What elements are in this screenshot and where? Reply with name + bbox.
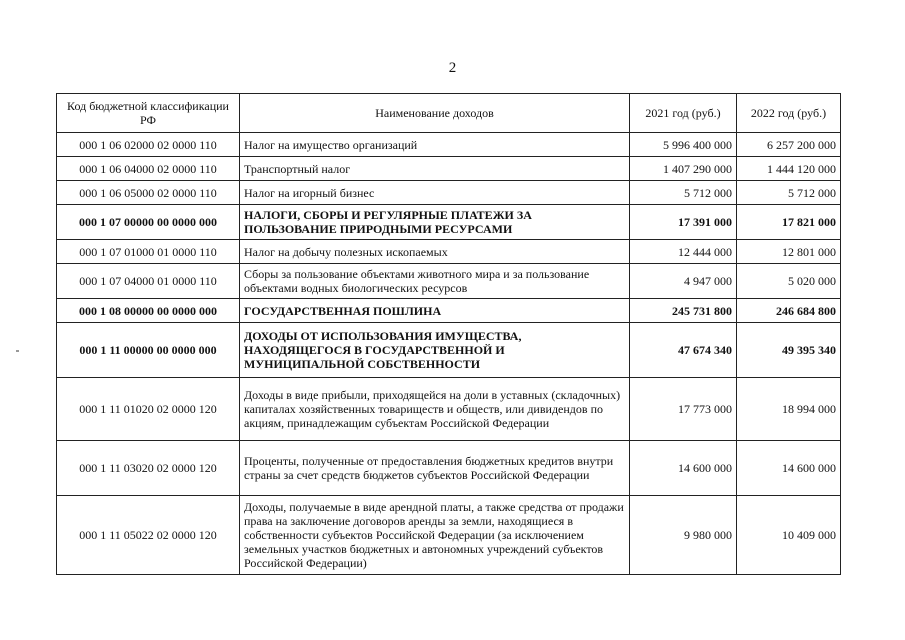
revenue-name-cell: Проценты, полученные от предоставления бюджетных кредитов внутри страны за счет средств бюджетов субъектов Российской Федерации [240, 441, 630, 496]
header-year-2022: 2022 год (руб.) [737, 94, 841, 133]
amount-2022-cell: 6 257 200 000 [737, 133, 841, 157]
revenue-name-cell: Доходы, получаемые в виде арендной платы, а также средства от продажи права на заключение договоров аренды за земли, находящиеся в собственности субъектов Российской Федерации (за исключением земельных участков бюджетных и автономных учреждений субъектов Российской Федерации) [240, 496, 630, 575]
budget-code-cell: 000 1 06 04000 02 0000 110 [57, 157, 240, 181]
amount-2022-cell: 18 994 000 [737, 378, 841, 441]
amount-2022-cell: 246 684 800 [737, 299, 841, 323]
page-number: 2 [448, 60, 457, 76]
amount-2021-cell: 4 947 000 [630, 264, 737, 299]
table-header-row [57, 94, 841, 133]
table-row [57, 441, 841, 496]
revenue-name-cell: Сборы за пользование объектами животного мира и за пользование объектами водных биологических ресурсов [240, 264, 630, 299]
budget-code-cell: 000 1 11 03020 02 0000 120 [57, 441, 240, 496]
revenue-name-cell: Доходы в виде прибыли, приходящейся на доли в уставных (складочных) капиталах хозяйственных товариществ и обществ, или дивидендов по акциям, принадлежащим субъектам Российской Федерации [240, 378, 630, 441]
revenue-name-cell: ДОХОДЫ ОТ ИСПОЛЬЗОВАНИЯ ИМУЩЕСТВА, НАХОДЯЩЕГОСЯ В ГОСУДАРСТВЕННОЙ И МУНИЦИПАЛЬНОЙ СОБСТВЕННОСТИ [240, 323, 630, 378]
amount-2021-cell: 17 773 000 [630, 378, 737, 441]
revenue-name-cell: Налог на имущество организаций [240, 133, 630, 157]
budget-code-cell: 000 1 11 05022 02 0000 120 [57, 496, 240, 575]
table-row [57, 299, 841, 323]
amount-2021-cell: 245 731 800 [630, 299, 737, 323]
amount-2021-cell: 17 391 000 [630, 205, 737, 240]
table-row [57, 323, 841, 378]
table-row [57, 157, 841, 181]
budget-code-cell: 000 1 07 00000 00 0000 000 [57, 205, 240, 240]
amount-2022-cell: 1 444 120 000 [737, 157, 841, 181]
table-row [57, 496, 841, 575]
amount-2022-cell: 14 600 000 [737, 441, 841, 496]
revenue-name-cell: НАЛОГИ, СБОРЫ И РЕГУЛЯРНЫЕ ПЛАТЕЖИ ЗА ПОЛЬЗОВАНИЕ ПРИРОДНЫМИ РЕСУРСАМИ [240, 205, 630, 240]
revenue-table [56, 93, 841, 575]
amount-2021-cell: 14 600 000 [630, 441, 737, 496]
amount-2022-cell: 12 801 000 [737, 240, 841, 264]
budget-code-cell: 000 1 07 04000 01 0000 110 [57, 264, 240, 299]
amount-2021-cell: 47 674 340 [630, 323, 737, 378]
amount-2021-cell: 5 996 400 000 [630, 133, 737, 157]
amount-2022-cell: 17 821 000 [737, 205, 841, 240]
amount-2022-cell: 49 395 340 [737, 323, 841, 378]
revenue-name-cell: ГОСУДАРСТВЕННАЯ ПОШЛИНА [240, 299, 630, 323]
budget-code-cell: 000 1 11 00000 00 0000 000 [57, 323, 240, 378]
table-row [57, 240, 841, 264]
header-name: Наименование доходов [240, 94, 630, 133]
table-row [57, 264, 841, 299]
table-row [57, 133, 841, 157]
budget-code-cell: 000 1 06 05000 02 0000 110 [57, 181, 240, 205]
header-year-2021: 2021 год (руб.) [630, 94, 737, 133]
table-body [57, 133, 841, 575]
revenue-name-cell: Налог на добычу полезных ископаемых [240, 240, 630, 264]
budget-code-cell: 000 1 11 01020 02 0000 120 [57, 378, 240, 441]
amount-2021-cell: 1 407 290 000 [630, 157, 737, 181]
amount-2021-cell: 9 980 000 [630, 496, 737, 575]
revenue-name-cell: Налог на игорный бизнес [240, 181, 630, 205]
margin-mark [16, 350, 19, 352]
amount-2021-cell: 12 444 000 [630, 240, 737, 264]
header-code: Код бюджетной классификации РФ [57, 94, 240, 133]
revenue-name-cell: Транспортный налог [240, 157, 630, 181]
budget-code-cell: 000 1 08 00000 00 0000 000 [57, 299, 240, 323]
amount-2022-cell: 5 712 000 [737, 181, 841, 205]
table-row [57, 181, 841, 205]
amount-2022-cell: 10 409 000 [737, 496, 841, 575]
amount-2022-cell: 5 020 000 [737, 264, 841, 299]
amount-2021-cell: 5 712 000 [630, 181, 737, 205]
table-row [57, 378, 841, 441]
budget-code-cell: 000 1 06 02000 02 0000 110 [57, 133, 240, 157]
budget-code-cell: 000 1 07 01000 01 0000 110 [57, 240, 240, 264]
table-row [57, 205, 841, 240]
